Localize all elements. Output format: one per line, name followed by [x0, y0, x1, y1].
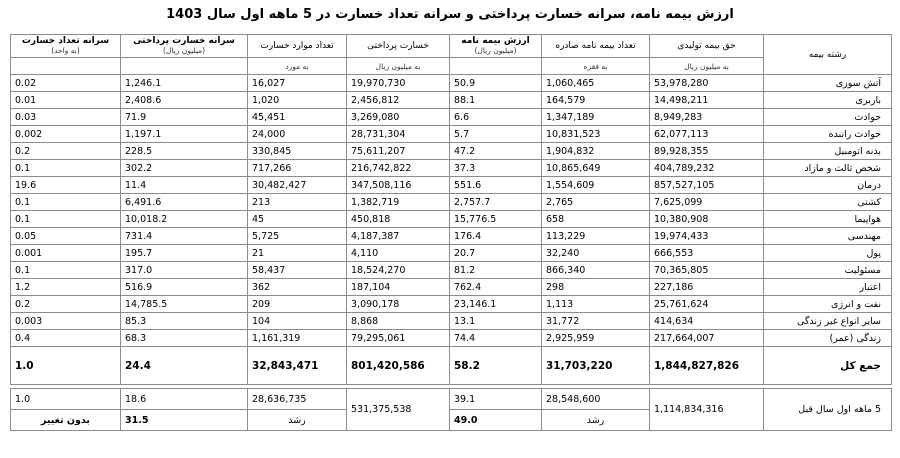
- cell-policies: 2,765: [542, 194, 650, 211]
- cell-value: 5.7: [450, 126, 542, 143]
- cell-premium: 25,761,624: [650, 296, 764, 313]
- cell-per-count: 0.1: [11, 211, 121, 228]
- cell-cases: 209: [248, 296, 347, 313]
- cell-value: 20.7: [450, 245, 542, 262]
- cell-per-paid: 1,197.1: [121, 126, 248, 143]
- cell-policies: 866,340: [542, 262, 650, 279]
- cell-per-count: 0.001: [11, 245, 121, 262]
- total-cases: 32,843,471: [248, 347, 347, 385]
- total-premium: 1,844,827,826: [650, 347, 764, 385]
- cell-per-count: 19.6: [11, 177, 121, 194]
- cell-per-paid: 317.0: [121, 262, 248, 279]
- cell-cases: 104: [248, 313, 347, 330]
- row-label: مهندسی: [764, 228, 892, 245]
- growth-per-count: بدون تغییر: [11, 410, 121, 431]
- cell-per-paid: 1,246.1: [121, 75, 248, 92]
- previous-cases: 28,636,735: [248, 389, 347, 410]
- previous-per-paid: 18.6: [121, 389, 248, 410]
- cell-per-paid: 731.4: [121, 228, 248, 245]
- cell-policies: 31,772: [542, 313, 650, 330]
- cell-paid: 79,295,061: [347, 330, 450, 347]
- table-row: [11, 75, 892, 92]
- unit-policies: به فقره: [542, 58, 650, 75]
- cell-per-count: 0.1: [11, 160, 121, 177]
- unit-cases: به مورد: [248, 58, 347, 75]
- total-row: [11, 347, 892, 385]
- unit-paid: به میلیون ریال: [347, 58, 450, 75]
- header-per-paid: [121, 35, 248, 58]
- row-label: حوادث: [764, 109, 892, 126]
- cell-paid: 19,970,730: [347, 75, 450, 92]
- cell-cases: 1,020: [248, 92, 347, 109]
- cell-policies: 1,060,465: [542, 75, 650, 92]
- cell-cases: 5,725: [248, 228, 347, 245]
- cell-cases: 362: [248, 279, 347, 296]
- cell-per-count: 0.2: [11, 143, 121, 160]
- cell-premium: 666,553: [650, 245, 764, 262]
- unit-value: [450, 58, 542, 75]
- table-row: [11, 330, 892, 347]
- cell-paid: 3,269,080: [347, 109, 450, 126]
- cell-value: 13.1: [450, 313, 542, 330]
- cell-per-count: 0.003: [11, 313, 121, 330]
- cell-premium: 19,974,433: [650, 228, 764, 245]
- growth-policies-label: رشد: [542, 410, 650, 431]
- cell-policies: 1,554,609: [542, 177, 650, 194]
- cell-per-count: 0.05: [11, 228, 121, 245]
- unit-premium: به میلیون ریال: [650, 58, 764, 75]
- cell-cases: 717,266: [248, 160, 347, 177]
- header-per-count-label: سرانه تعداد خسارت: [21, 36, 110, 46]
- cell-value: 47.2: [450, 143, 542, 160]
- cell-policies: 32,240: [542, 245, 650, 262]
- total-per-paid: 24.4: [121, 347, 248, 385]
- cell-value: 88.1: [450, 92, 542, 109]
- cell-paid: 1,382,719: [347, 194, 450, 211]
- cell-cases: 1,161,319: [248, 330, 347, 347]
- cell-value: 551.6: [450, 177, 542, 194]
- cell-premium: 53,978,280: [650, 75, 764, 92]
- cell-premium: 857,527,105: [650, 177, 764, 194]
- cell-policies: 113,229: [542, 228, 650, 245]
- header-row: [11, 35, 892, 58]
- cell-cases: 58,437: [248, 262, 347, 279]
- cell-value: 2,757.7: [450, 194, 542, 211]
- cell-policies: 1,904,832: [542, 143, 650, 160]
- header-value-unit: (میلیون ریال): [474, 46, 517, 55]
- previous-row: [11, 389, 892, 410]
- header-value: [450, 35, 542, 58]
- unit-per-count: [11, 58, 121, 75]
- cell-paid: 4,110: [347, 245, 450, 262]
- cell-per-paid: 14,785.5: [121, 296, 248, 313]
- cell-policies: 298: [542, 279, 650, 296]
- header-paid: خسارت پرداختی: [347, 35, 450, 58]
- row-label: بدنه اتومبیل: [764, 143, 892, 160]
- cell-policies: 10,831,523: [542, 126, 650, 143]
- cell-value: 23,146.1: [450, 296, 542, 313]
- total-per-count: 1.0: [11, 347, 121, 385]
- total-value: 58.2: [450, 347, 542, 385]
- header-value-label: ارزش بیمه نامه: [461, 36, 530, 46]
- row-label: مسئولیت: [764, 262, 892, 279]
- cell-cases: 30,482,427: [248, 177, 347, 194]
- cell-per-count: 0.02: [11, 75, 121, 92]
- cell-value: 74.4: [450, 330, 542, 347]
- previous-value: 39.1: [450, 389, 542, 410]
- previous-paid: 531,375,538: [347, 389, 450, 431]
- cell-cases: 45: [248, 211, 347, 228]
- cell-policies: 1,347,189: [542, 109, 650, 126]
- previous-per-count: 1.0: [11, 389, 121, 410]
- cell-value: 50.9: [450, 75, 542, 92]
- cell-paid: 347,508,116: [347, 177, 450, 194]
- cell-per-count: 0.002: [11, 126, 121, 143]
- total-label: جمع کل: [764, 347, 892, 385]
- row-label: درمان: [764, 177, 892, 194]
- previous-premium: 1,114,834,316: [650, 389, 764, 431]
- row-label: پول: [764, 245, 892, 262]
- cell-per-paid: 71.9: [121, 109, 248, 126]
- cell-per-paid: 195.7: [121, 245, 248, 262]
- cell-paid: 8,868: [347, 313, 450, 330]
- cell-per-paid: 6,491.6: [121, 194, 248, 211]
- cell-policies: 164,579: [542, 92, 650, 109]
- row-label: کشتی: [764, 194, 892, 211]
- header-policies: تعداد بیمه نامه صادره: [542, 35, 650, 58]
- cell-paid: 3,090,178: [347, 296, 450, 313]
- cell-cases: 45,451: [248, 109, 347, 126]
- cell-per-paid: 2,408.6: [121, 92, 248, 109]
- cell-premium: 8,949,283: [650, 109, 764, 126]
- cell-per-paid: 68.3: [121, 330, 248, 347]
- cell-paid: 2,456,812: [347, 92, 450, 109]
- cell-per-count: 0.01: [11, 92, 121, 109]
- page-title: ارزش بیمه نامه، سرانه خسارت پرداختی و سرانه تعداد خسارت در 5 ماهه اول سال 1403: [166, 7, 734, 22]
- cell-value: 37.3: [450, 160, 542, 177]
- table-row: [11, 228, 892, 245]
- cell-per-paid: 85.3: [121, 313, 248, 330]
- growth-cases-label: رشد: [248, 410, 347, 431]
- cell-per-paid: 302.2: [121, 160, 248, 177]
- cell-cases: 16,027: [248, 75, 347, 92]
- row-label: اعتبار: [764, 279, 892, 296]
- cell-paid: 450,818: [347, 211, 450, 228]
- header-premium: حق بیمه تولیدی: [650, 35, 764, 58]
- cell-premium: 62,077,113: [650, 126, 764, 143]
- table-row: [11, 92, 892, 109]
- cell-premium: 227,186: [650, 279, 764, 296]
- unit-row: [11, 58, 892, 75]
- cell-paid: 216,742,822: [347, 160, 450, 177]
- cell-cases: 24,000: [248, 126, 347, 143]
- insurance-table: [10, 34, 892, 431]
- cell-value: 6.6: [450, 109, 542, 126]
- table-row: [11, 109, 892, 126]
- row-label: سایر انواع غیر زندگی: [764, 313, 892, 330]
- header-per-paid-label: سرانه خسارت پرداختی: [133, 36, 235, 46]
- cell-premium: 10,380,908: [650, 211, 764, 228]
- cell-per-count: 0.03: [11, 109, 121, 126]
- cell-premium: 414,634: [650, 313, 764, 330]
- growth-per-paid: 31.5: [121, 410, 248, 431]
- table-row: [11, 313, 892, 330]
- row-label: شخص ثالث و مازاد: [764, 160, 892, 177]
- cell-premium: 404,789,232: [650, 160, 764, 177]
- cell-premium: 89,928,355: [650, 143, 764, 160]
- cell-value: 176.4: [450, 228, 542, 245]
- unit-per-paid: [121, 58, 248, 75]
- cell-policies: 658: [542, 211, 650, 228]
- table-row: [11, 296, 892, 313]
- table-row: [11, 279, 892, 296]
- table-row: [11, 194, 892, 211]
- cell-per-count: 0.2: [11, 296, 121, 313]
- table-row: [11, 177, 892, 194]
- cell-per-paid: 516.9: [121, 279, 248, 296]
- cell-value: 81.2: [450, 262, 542, 279]
- cell-per-paid: 11.4: [121, 177, 248, 194]
- cell-policies: 1,113: [542, 296, 650, 313]
- cell-premium: 70,365,805: [650, 262, 764, 279]
- cell-per-count: 0.1: [11, 262, 121, 279]
- cell-paid: 4,187,387: [347, 228, 450, 245]
- cell-cases: 330,845: [248, 143, 347, 160]
- header-per-count-unit: (به واحد): [51, 46, 80, 55]
- row-label: حوادث راننده: [764, 126, 892, 143]
- row-label: زندگی (عمر): [764, 330, 892, 347]
- row-label: آتش سوزی: [764, 75, 892, 92]
- cell-per-paid: 10,018.2: [121, 211, 248, 228]
- cell-premium: 14,498,211: [650, 92, 764, 109]
- cell-per-count: 0.1: [11, 194, 121, 211]
- header-cases: تعداد موارد خسارت: [248, 35, 347, 58]
- table-row: [11, 126, 892, 143]
- cell-policies: 2,925,959: [542, 330, 650, 347]
- total-policies: 31,703,220: [542, 347, 650, 385]
- cell-cases: 213: [248, 194, 347, 211]
- cell-paid: 75,611,207: [347, 143, 450, 160]
- table-row: [11, 262, 892, 279]
- row-label: هواپیما: [764, 211, 892, 228]
- header-per-count: [11, 35, 121, 58]
- cell-paid: 28,731,304: [347, 126, 450, 143]
- row-label: نفت و انرژی: [764, 296, 892, 313]
- header-line: رشته بیمه: [764, 35, 892, 75]
- header-per-paid-unit: (میلیون ریال): [162, 46, 206, 55]
- previous-label: 5 ماهه اول سال قبل: [764, 389, 892, 431]
- cell-value: 762.4: [450, 279, 542, 296]
- table-row: [11, 211, 892, 228]
- cell-value: 15,776.5: [450, 211, 542, 228]
- previous-policies: 28,548,600: [542, 389, 650, 410]
- table-row: [11, 160, 892, 177]
- total-paid: 801,420,586: [347, 347, 450, 385]
- cell-per-count: 0.4: [11, 330, 121, 347]
- growth-value: 49.0: [450, 410, 542, 431]
- cell-paid: 18,524,270: [347, 262, 450, 279]
- row-label: باربری: [764, 92, 892, 109]
- cell-policies: 10,865,649: [542, 160, 650, 177]
- cell-premium: 7,625,099: [650, 194, 764, 211]
- cell-premium: 217,664,007: [650, 330, 764, 347]
- table-row: [11, 245, 892, 262]
- cell-paid: 187,104: [347, 279, 450, 296]
- cell-per-count: 1.2: [11, 279, 121, 296]
- cell-cases: 21: [248, 245, 347, 262]
- cell-per-paid: 228.5: [121, 143, 248, 160]
- table-row: [11, 143, 892, 160]
